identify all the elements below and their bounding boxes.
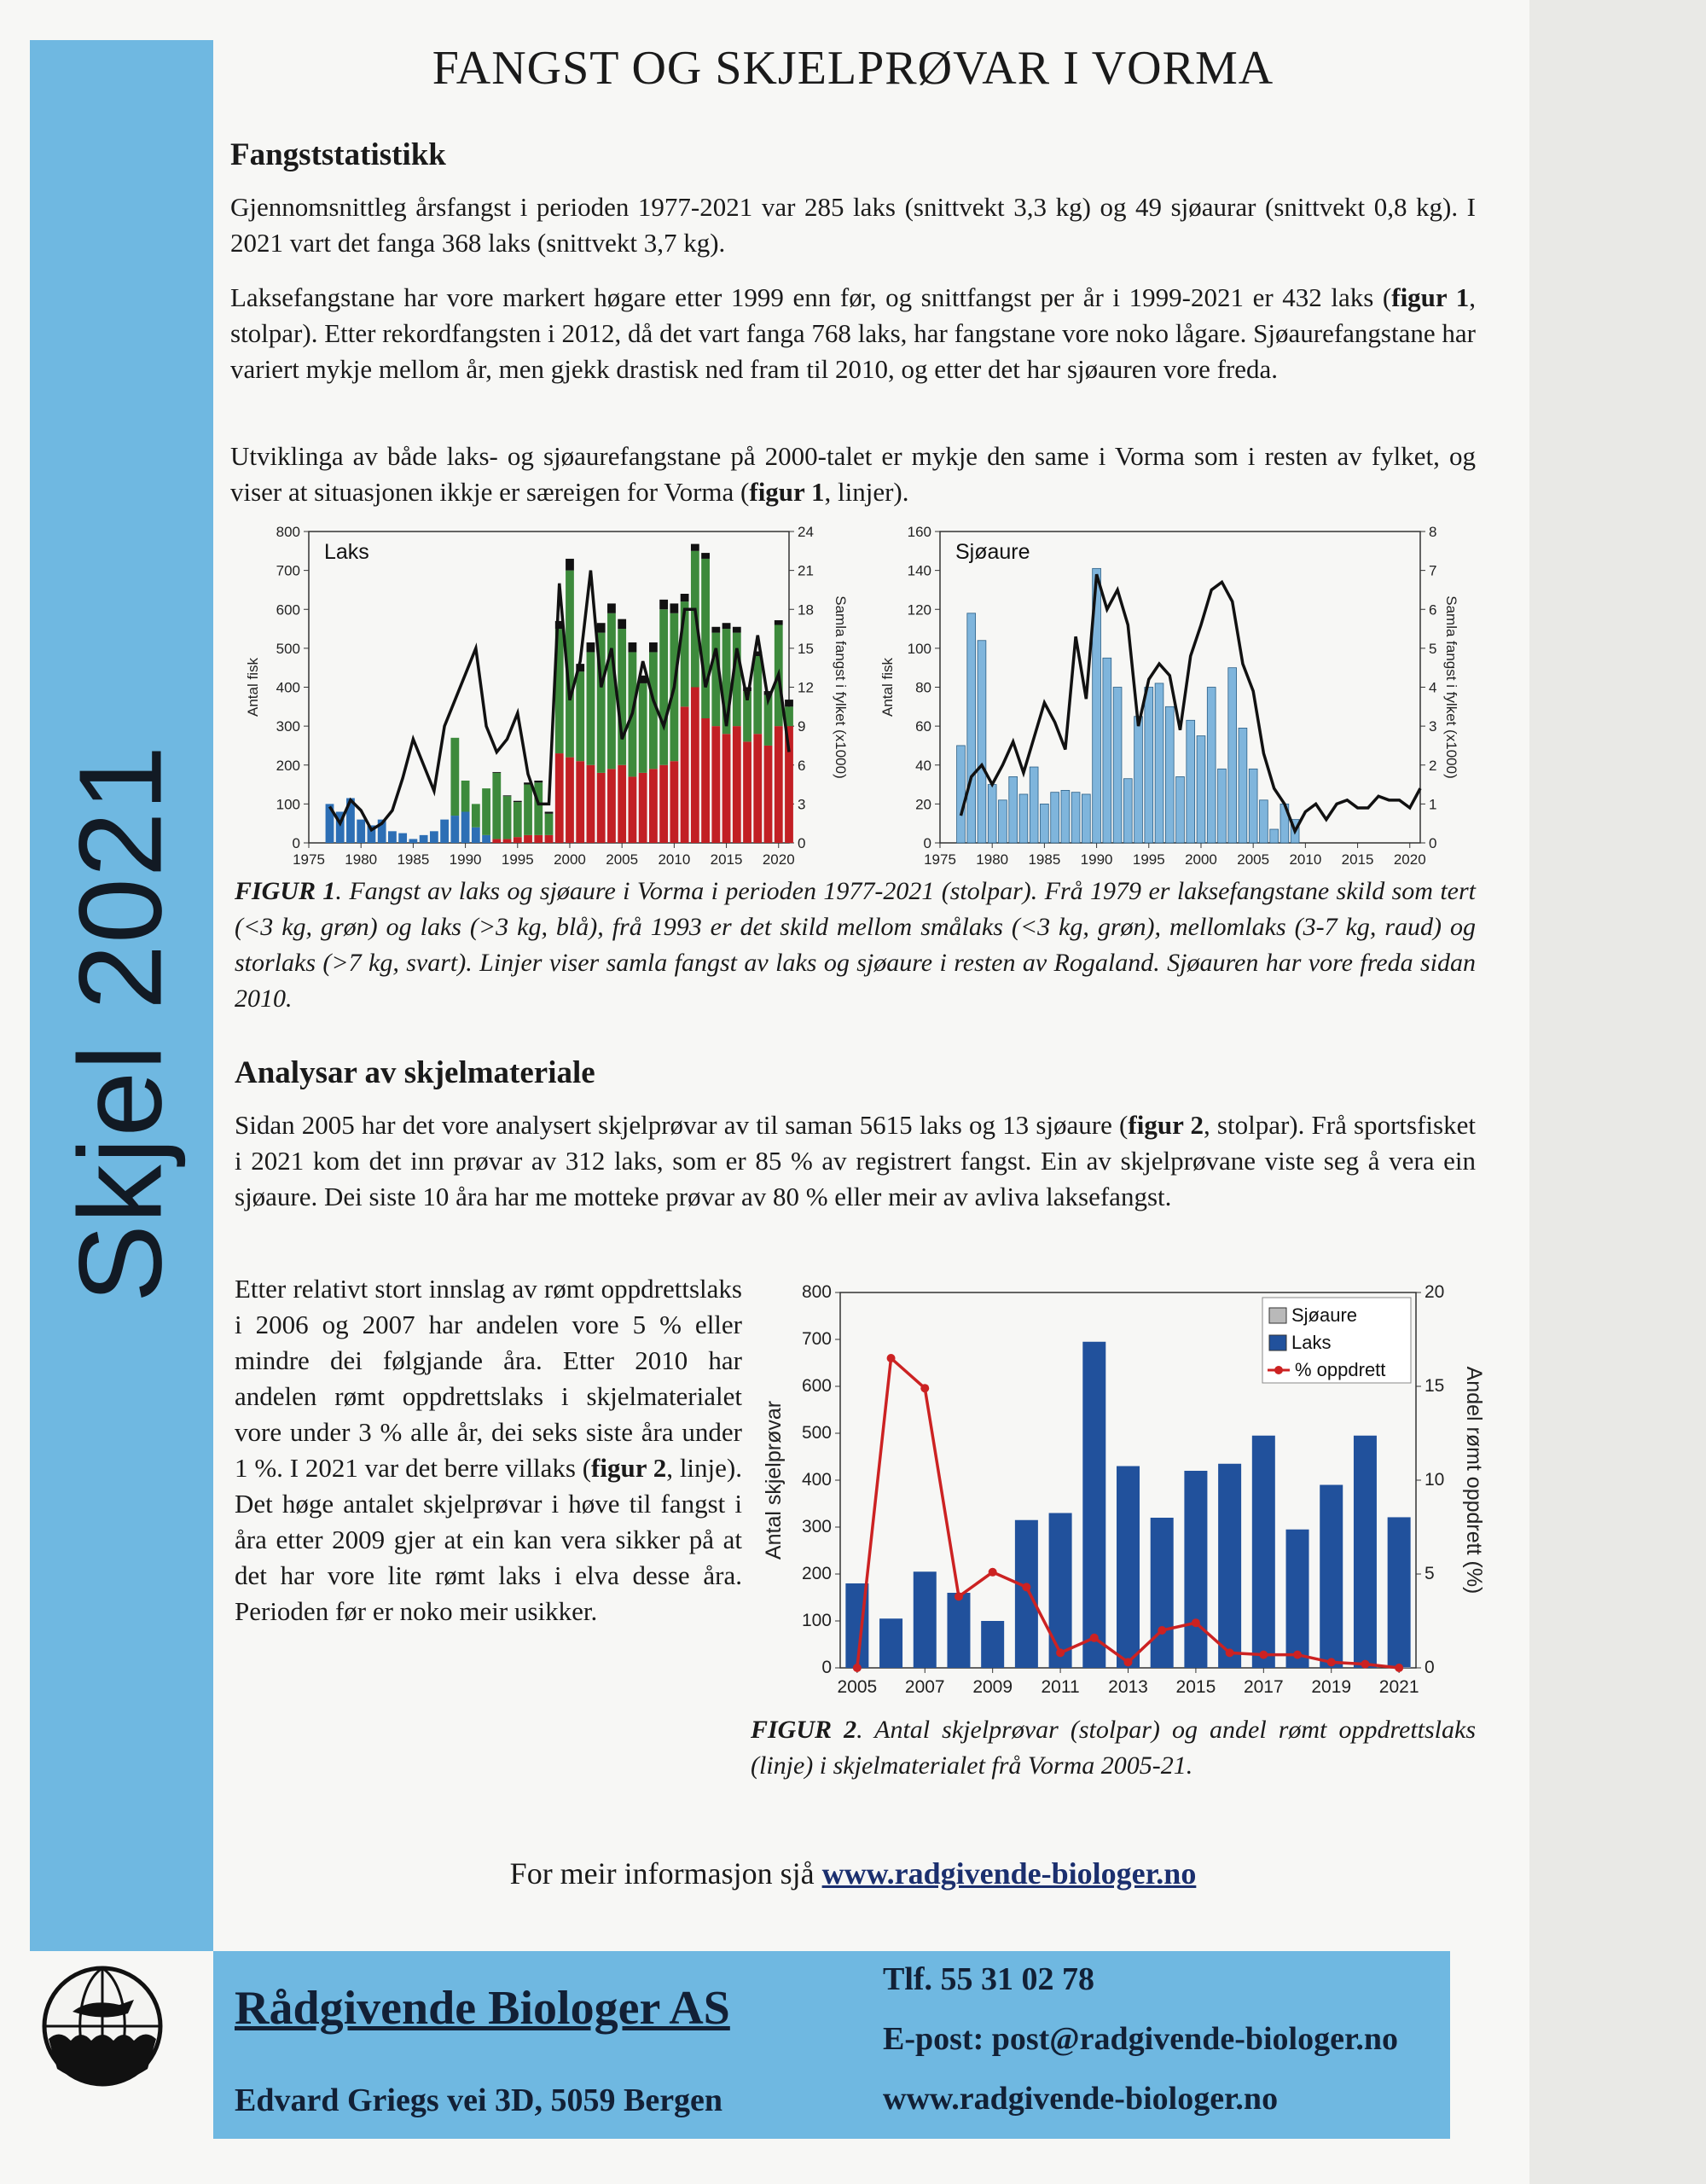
bar xyxy=(534,781,543,782)
bar xyxy=(1134,717,1143,843)
bar xyxy=(1249,769,1257,843)
legend-label: % oppdrett xyxy=(1295,1359,1386,1380)
x-tick-label: 2005 xyxy=(837,1677,878,1697)
bar xyxy=(1061,790,1070,843)
bar xyxy=(420,835,428,843)
y2-tick-label: 5 xyxy=(1429,640,1437,657)
y2-tick-label: 24 xyxy=(798,524,814,540)
y-tick-label: 500 xyxy=(276,640,300,657)
bar xyxy=(1165,706,1174,843)
bar xyxy=(607,769,616,843)
y2-tick-label: 1 xyxy=(1429,796,1437,813)
y-tick-label: 600 xyxy=(276,601,300,619)
line-point xyxy=(1361,1660,1369,1669)
legend-swatch xyxy=(1274,1366,1283,1374)
figure-label: FIGUR 2 xyxy=(751,1716,857,1744)
line-point xyxy=(1090,1634,1099,1642)
x-tick-label: 2015 xyxy=(1341,851,1374,868)
bar xyxy=(587,652,595,764)
bar xyxy=(597,623,606,632)
y-tick-label: 100 xyxy=(801,1611,832,1630)
bar xyxy=(988,785,996,843)
bar xyxy=(1051,793,1059,843)
y2-tick-label: 6 xyxy=(798,757,806,774)
bar xyxy=(409,839,417,843)
y-tick-label: 700 xyxy=(276,562,300,579)
y-tick-label: 800 xyxy=(276,524,300,540)
more-info-line: For meir informasjon sjå www.radgivende-biologer.no xyxy=(509,1856,1197,1891)
bar xyxy=(587,642,595,652)
bar xyxy=(659,609,668,765)
bar xyxy=(775,620,783,624)
bar xyxy=(450,738,459,816)
bar xyxy=(1286,1530,1309,1668)
line-point xyxy=(1158,1626,1166,1635)
x-tick-label: 2007 xyxy=(904,1677,945,1697)
y2-tick-label: 15 xyxy=(1425,1376,1445,1396)
bar xyxy=(947,1593,970,1668)
y2-tick-label: 8 xyxy=(1429,524,1437,540)
y-axis-label: Antal fisk xyxy=(245,658,261,717)
bar xyxy=(1113,688,1122,844)
email-address: E-post: post@radgivende-biologer.no xyxy=(883,2021,1398,2057)
bar xyxy=(733,627,741,633)
y2-tick-label: 15 xyxy=(798,640,814,657)
bar xyxy=(461,781,470,812)
line-point xyxy=(1293,1651,1302,1659)
y2-axis-label: Andel rømt oppdrett (%) xyxy=(1462,1366,1486,1594)
bar xyxy=(430,831,438,843)
y-tick-label: 300 xyxy=(801,1517,832,1536)
bar xyxy=(785,700,793,706)
figure-label: FIGUR 1 xyxy=(235,877,336,905)
y2-tick-label: 0 xyxy=(1425,1658,1435,1677)
bar xyxy=(1082,1342,1105,1668)
company-address: Edvard Griegs vei 3D, 5059 Bergen xyxy=(235,2082,723,2118)
y-tick-label: 400 xyxy=(801,1470,832,1490)
bar xyxy=(722,623,731,629)
y-tick-label: 200 xyxy=(276,757,300,774)
y-tick-label: 700 xyxy=(801,1329,832,1349)
x-tick-label: 2013 xyxy=(1108,1677,1148,1697)
bar xyxy=(639,683,647,773)
bar xyxy=(701,718,710,843)
bar xyxy=(1145,688,1153,844)
chart-panel-label: Laks xyxy=(324,540,369,564)
x-tick-label: 2020 xyxy=(1393,851,1426,868)
bar xyxy=(1015,1520,1038,1668)
bar xyxy=(1009,776,1018,843)
bar xyxy=(753,734,762,843)
bar xyxy=(492,839,501,843)
bar xyxy=(514,801,522,802)
bar xyxy=(1151,1518,1174,1668)
y2-tick-label: 7 xyxy=(1429,562,1437,579)
y2-tick-label: 12 xyxy=(798,679,814,696)
bar xyxy=(1388,1517,1411,1667)
x-tick-label: 2019 xyxy=(1311,1677,1352,1697)
bar xyxy=(1123,779,1132,843)
bar xyxy=(981,1621,1004,1668)
bar xyxy=(514,802,522,837)
x-tick-label: 2015 xyxy=(710,851,743,868)
bar xyxy=(691,688,699,844)
bar xyxy=(482,788,490,835)
line-point xyxy=(1124,1658,1133,1666)
legend-swatch xyxy=(1269,1308,1286,1323)
bar xyxy=(388,831,397,843)
line-point xyxy=(1022,1583,1030,1591)
bar xyxy=(357,820,365,843)
bar xyxy=(1207,688,1216,844)
phone-number: Tlf. 55 31 02 78 xyxy=(883,1961,1095,1997)
bar xyxy=(1218,769,1227,843)
bar xyxy=(472,828,480,843)
bar xyxy=(450,816,459,843)
line-point xyxy=(920,1384,929,1392)
figure-reference: figur 2 xyxy=(591,1453,667,1483)
x-tick-label: 2021 xyxy=(1378,1677,1419,1697)
page-title: FANGST OG SKJELPRØVAR I VORMA xyxy=(432,42,1274,95)
bar xyxy=(659,600,668,609)
y2-tick-label: 0 xyxy=(798,835,806,851)
line-point xyxy=(1259,1651,1268,1659)
bar xyxy=(534,782,543,835)
bar xyxy=(618,629,626,765)
bar xyxy=(670,761,678,843)
bar xyxy=(524,785,532,835)
sjoaure-catch-chart xyxy=(879,519,1459,877)
y-tick-label: 20 xyxy=(915,796,931,813)
y-tick-label: 0 xyxy=(292,835,300,851)
x-tick-label: 2005 xyxy=(1237,851,1270,868)
bar xyxy=(691,544,699,551)
y-axis-label: Antal skjelprøvar xyxy=(762,1400,786,1560)
bar xyxy=(534,835,543,843)
bar xyxy=(1049,1513,1072,1669)
y-tick-label: 0 xyxy=(821,1658,832,1677)
bar xyxy=(607,603,616,613)
y2-tick-label: 3 xyxy=(1429,718,1437,735)
website-link[interactable]: www.radgivende-biologer.no xyxy=(821,1856,1197,1891)
bar xyxy=(1071,793,1080,843)
legend-label: Sjøaure xyxy=(1291,1304,1358,1326)
bar xyxy=(649,769,658,843)
bar xyxy=(879,1618,902,1668)
bar xyxy=(1260,800,1268,843)
bar xyxy=(701,559,710,718)
bar xyxy=(524,835,532,843)
bar xyxy=(1354,1436,1377,1668)
y-tick-label: 300 xyxy=(276,718,300,735)
bar xyxy=(711,726,720,843)
bar xyxy=(1218,1464,1241,1668)
line-point xyxy=(1192,1618,1200,1627)
company-website: www.radgivende-biologer.no xyxy=(883,2081,1279,2117)
bar xyxy=(914,1571,937,1668)
paragraph-1: Gjennomsnittleg årsfangst i perioden 1977-2021 var 285 laks (snittvekt 3,3 kg) og 49 sjøaurar (snittvekt 0,8 kg). I 2021 vart det fanga 368 laks (snittvekt 3,7 kg). xyxy=(230,192,1476,258)
y2-tick-label: 5 xyxy=(1425,1564,1435,1583)
bar xyxy=(618,765,626,843)
y2-tick-label: 6 xyxy=(1429,601,1437,619)
y2-tick-label: 0 xyxy=(1429,835,1437,851)
bar xyxy=(472,804,480,827)
bar xyxy=(670,603,678,613)
x-tick-label: 2017 xyxy=(1243,1677,1284,1697)
sidebar-label: Skjel 2021 xyxy=(55,744,187,1304)
company-name: Rådgivende Biologer AS xyxy=(235,1982,730,2035)
line-point xyxy=(955,1592,963,1600)
bar xyxy=(639,773,647,843)
bar xyxy=(503,796,512,839)
y2-tick-label: 2 xyxy=(1429,757,1437,774)
y-tick-label: 600 xyxy=(801,1376,832,1396)
paragraph-2: Laksefangstane har vore markert høgare etter 1999 enn før, og snittfangst per år i 1999-2021 er 432 laks (figur 1, stolpar). Etter rekordfangsten i 2012, då det vart fanga 768 laks, har fangstane vore noko lågare. Sjøaurefangstane har variert mykje mellom år, men gjekk drastisk ned fram til 2010, og etter det har sjøauren vore freda. xyxy=(230,282,1476,384)
bar xyxy=(545,835,554,843)
x-tick-label: 1990 xyxy=(449,851,482,868)
paragraph-4: Sidan 2005 har det vore analysert skjelprøvar av til saman 5615 laks og 13 sjøaure (figur 2, stolpar). Frå sportsfisket i 2021 kom det inn prøvar av 312 laks, som er 85 % av registrert fangst. Ein av skjelprøvane viste seg å vera ein sjøaure. Dei siste 10 åra har me motteke prøvar av 80 % eller meir av avliva laksefangst. xyxy=(235,1110,1476,1211)
y2-tick-label: 9 xyxy=(798,718,806,735)
bar xyxy=(555,753,564,843)
x-tick-label: 2011 xyxy=(1041,1677,1080,1697)
bar xyxy=(1197,736,1205,843)
line-point xyxy=(1395,1664,1403,1672)
y2-tick-label: 10 xyxy=(1425,1470,1445,1490)
y2-tick-label: 4 xyxy=(1429,679,1437,696)
chart-panel-label: Sjøaure xyxy=(955,540,1030,564)
x-tick-label: 1995 xyxy=(501,851,534,868)
y-axis-label: Antal fisk xyxy=(879,658,896,717)
y2-tick-label: 20 xyxy=(1425,1282,1445,1302)
x-tick-label: 2000 xyxy=(1185,851,1217,868)
y-tick-label: 80 xyxy=(915,679,931,696)
bar xyxy=(711,627,720,633)
figure-1-caption: FIGUR 1. Fangst av laks og sjøaure i Vorma i perioden 1977-2021 (stolpar). Frå 1979 er laksefangstane skild som tert (<3 kg, grøn) og laks (>3 kg, blå), frå 1993 er det skild mellom smålaks (<3 kg, grøn), mellomlaks (3-7 kg, raud) og storlaks (>7 kg, svart). Linjer viser samla fangst av laks og sjøaure i resten av Rogaland. Sjøauren har vore freda sidan 2010. xyxy=(235,877,1476,1013)
bar xyxy=(492,773,501,839)
bar xyxy=(618,619,626,629)
bar xyxy=(492,772,501,773)
y-tick-label: 160 xyxy=(907,524,931,540)
bar xyxy=(1228,668,1237,843)
bar xyxy=(764,746,773,843)
bar xyxy=(503,795,512,796)
bar xyxy=(1155,683,1163,843)
bar xyxy=(1252,1436,1275,1668)
bar xyxy=(957,746,966,843)
y2-tick-label: 21 xyxy=(798,562,814,579)
figure-reference: figur 1 xyxy=(1391,282,1470,312)
line-point xyxy=(887,1354,896,1362)
paragraph-3: Utviklinga av både laks- og sjøaurefangstane på 2000-talet er mykje den same i Vorma som i resten av fylket, og viser at situasjonen ikkje er særeigen for Vorma (figur 1, linjer). xyxy=(230,441,1476,507)
x-tick-label: 1990 xyxy=(1080,851,1113,868)
y-tick-label: 800 xyxy=(801,1282,832,1302)
bar xyxy=(1019,794,1028,843)
bar xyxy=(1040,804,1048,843)
x-tick-label: 1985 xyxy=(397,851,430,868)
section-heading-fangststatistikk: Fangststatistikk xyxy=(230,137,446,172)
line-point xyxy=(989,1568,997,1577)
bar xyxy=(503,839,512,843)
bar xyxy=(576,671,584,761)
bar xyxy=(1030,767,1038,843)
bar xyxy=(1103,658,1111,843)
y-tick-label: 400 xyxy=(276,679,300,696)
bar xyxy=(775,726,783,843)
x-tick-label: 1975 xyxy=(924,851,956,868)
x-tick-label: 2005 xyxy=(606,851,639,868)
y2-tick-label: 18 xyxy=(798,601,814,619)
y2-tick-label: 3 xyxy=(798,796,806,813)
bar xyxy=(753,656,762,734)
bar xyxy=(1117,1467,1140,1669)
bar xyxy=(629,642,637,652)
figure-reference: figur 2 xyxy=(1128,1110,1204,1140)
line-point xyxy=(1226,1648,1234,1657)
bar xyxy=(576,761,584,843)
x-tick-label: 2000 xyxy=(554,851,586,868)
y-tick-label: 200 xyxy=(801,1564,832,1583)
bar xyxy=(681,594,689,601)
legend-swatch xyxy=(1269,1335,1286,1350)
y-tick-label: 60 xyxy=(915,718,931,735)
bar xyxy=(440,820,449,843)
x-tick-label: 1980 xyxy=(976,851,1009,868)
bar xyxy=(587,765,595,843)
x-tick-label: 2010 xyxy=(658,851,691,868)
bar xyxy=(999,800,1007,843)
x-tick-label: 2010 xyxy=(1289,851,1322,868)
bar xyxy=(722,734,731,843)
x-tick-label: 2020 xyxy=(762,851,795,868)
y-tick-label: 100 xyxy=(276,796,300,813)
x-tick-label: 1985 xyxy=(1028,851,1061,868)
bar xyxy=(607,613,616,770)
bar xyxy=(743,741,751,843)
bar xyxy=(545,814,554,835)
x-tick-label: 1975 xyxy=(293,851,325,868)
bar xyxy=(978,641,986,843)
bar xyxy=(597,773,606,843)
paragraph-5: Etter relativt stort innslag av rømt oppdrettslaks i 2006 og 2007 har andelen vore 5 % eller mindre dei følgjande åra. Etter 2010 har andelen rømt oppdrettslaks i skjelmaterialet vore under 3 % alle år, dei seks siste åra under 1 %. I 2021 var det berre villaks (figur 2, linje). Det høge antalet skjelprøvar i høve til fangst i åra etter 2009 gjer at ein kan vera sikker på at det har vore lite rømt laks i elva desse åra. Perioden før er noko meir usikker. xyxy=(235,1274,742,1626)
bar xyxy=(659,765,668,843)
x-tick-label: 2015 xyxy=(1175,1677,1216,1697)
skjelprovar-chart xyxy=(755,1271,1486,1706)
line-point xyxy=(853,1664,862,1672)
bar xyxy=(1184,1471,1207,1668)
bar xyxy=(514,837,522,843)
bar xyxy=(566,559,574,571)
y-tick-label: 40 xyxy=(915,757,931,774)
x-tick-label: 1995 xyxy=(1132,851,1165,868)
bar xyxy=(629,776,637,843)
y-tick-label: 500 xyxy=(801,1423,832,1443)
bar xyxy=(681,706,689,843)
bar xyxy=(461,812,470,844)
figure-reference: figur 1 xyxy=(749,477,825,507)
y2-axis-label: Samla fangst i fylket (x1000) xyxy=(1443,595,1459,779)
bar xyxy=(482,835,490,843)
bar xyxy=(967,613,976,843)
legend-label: Laks xyxy=(1291,1332,1332,1353)
bar xyxy=(1176,776,1185,843)
bar xyxy=(1187,720,1195,843)
bar xyxy=(398,834,407,843)
x-tick-label: 2009 xyxy=(972,1677,1013,1697)
company-logo-icon xyxy=(38,1962,166,2090)
laks-catch-chart xyxy=(239,519,870,877)
bar xyxy=(1082,794,1090,843)
bar xyxy=(545,812,554,814)
bar xyxy=(1239,728,1247,843)
bar xyxy=(701,553,710,559)
y-tick-label: 140 xyxy=(907,562,931,579)
figure-2-caption: FIGUR 2. Antal skjelprøvar (stolpar) og andel rømt oppdrettslaks (linje) i skjelmaterialet frå Vorma 2005-21. xyxy=(751,1716,1476,1780)
section-heading-analysar: Analysar av skjelmateriale xyxy=(235,1055,595,1090)
bar xyxy=(649,642,658,652)
bar xyxy=(733,726,741,843)
line-point xyxy=(1327,1658,1336,1666)
y2-axis-label: Samla fangst i fylket (x1000) xyxy=(833,595,849,779)
bar xyxy=(1320,1485,1343,1669)
y-tick-label: 120 xyxy=(907,601,931,619)
y-tick-label: 100 xyxy=(907,640,931,657)
y-tick-label: 0 xyxy=(923,835,931,851)
line-point xyxy=(1056,1648,1065,1657)
bar xyxy=(1270,829,1279,843)
bar xyxy=(566,758,574,843)
x-tick-label: 1980 xyxy=(345,851,378,868)
